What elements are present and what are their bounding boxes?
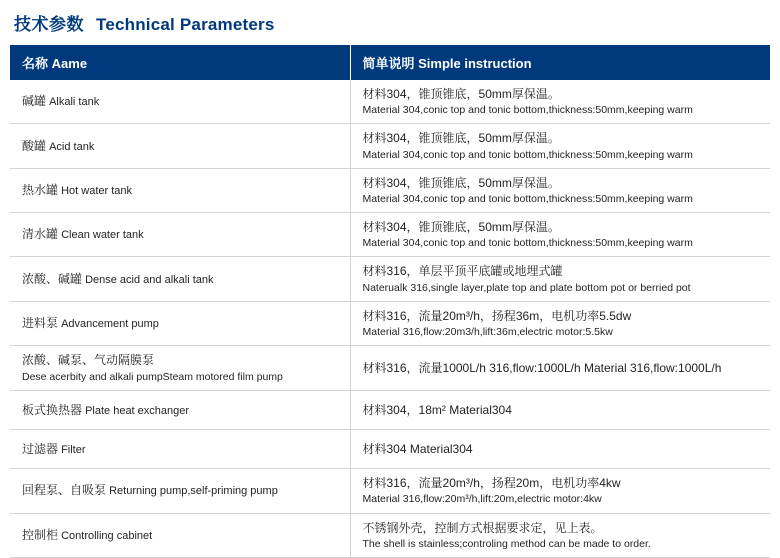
row-desc-cell <box>350 513 770 557</box>
column-header-name-cn: 名称 <box>22 56 49 71</box>
row-desc-cn: 材料304，锥顶锥底，50mm厚保温。 <box>362 220 560 235</box>
row-desc-en: Material 304,conic top and tonic bottom,thickness:50mm,keeping warm <box>362 148 693 161</box>
technical-parameters-table <box>10 45 770 558</box>
table-row <box>10 469 770 513</box>
table-row <box>10 168 770 212</box>
row-desc-cn: 材料316，流量20m³/h，扬程36m，电机功率5.5dw <box>362 308 632 323</box>
row-name-cn: 碱罐 <box>22 94 47 109</box>
row-desc-cell <box>350 213 770 257</box>
table-header <box>10 45 770 80</box>
row-name-en: Alkali tank <box>49 96 100 109</box>
row-name-cn: 清水罐 <box>22 227 59 242</box>
row-name-cell <box>10 124 350 168</box>
table-row <box>10 346 770 391</box>
row-name-cell <box>10 391 350 430</box>
row-desc-cell <box>350 80 770 124</box>
row-desc-cn: 材料304，锥顶锥底，50mm厚保温。 <box>362 131 560 146</box>
column-header-instruction-en: Simple instruction <box>418 56 532 71</box>
table-row <box>10 301 770 345</box>
row-desc-en: Material 304,conic top and tonic bottom,thickness:50mm,keeping warm <box>362 104 693 117</box>
row-name-en: Returning pump,self-priming pump <box>109 485 278 498</box>
column-header-name-en: Aame <box>51 56 88 71</box>
row-name-cn: 回程泵、自吸泵 <box>22 483 107 498</box>
row-desc-en: Material 316,flow:20m3/h,lift:36m,electric motor:5.5kw <box>362 325 613 338</box>
table-row <box>10 124 770 168</box>
row-name-en: Dense acid and alkali tank <box>85 273 214 286</box>
page-title-en: Technical Parameters <box>96 15 275 34</box>
column-header-instruction <box>350 45 770 80</box>
table-row <box>10 213 770 257</box>
row-name-en: Advancement pump <box>61 318 159 331</box>
row-name-en: Dese acerbity and alkali pumpSteam motored film pump <box>22 371 283 383</box>
column-header-name <box>10 45 350 80</box>
row-name-cell <box>10 346 350 391</box>
row-desc-en: The shell is stainless;controling method can be made to order. <box>362 537 651 550</box>
row-desc-cn: 材料316，流量20m³/h，扬程20m，电机功率4kw <box>362 476 621 491</box>
row-name-cn: 浓酸、碱罐 <box>22 271 83 286</box>
row-name-cn: 热水罐 <box>22 182 59 197</box>
row-name-cn: 控制柜 <box>22 527 59 542</box>
table-row <box>10 257 770 301</box>
row-name-en: Plate heat exchanger <box>85 404 190 417</box>
page-title <box>10 0 770 45</box>
row-desc-cn: 材料316，流量1000L/h 316,flow:1000L/h Material 316,flow:1000L/h <box>362 360 722 375</box>
row-desc-cell <box>350 301 770 345</box>
row-name-cn: 浓酸、碱泵、气动隔膜泵 <box>22 353 155 368</box>
row-name-en: Hot water tank <box>61 184 132 197</box>
row-name-en: Clean water tank <box>61 229 144 242</box>
table-row <box>10 391 770 430</box>
row-desc-cn: 材料304 Material304 <box>362 441 473 456</box>
row-name-cell <box>10 301 350 345</box>
row-name-cn: 板式换热器 <box>22 402 83 417</box>
row-desc-cell <box>350 391 770 430</box>
column-header-instruction-cn: 简单说明 <box>362 56 415 71</box>
row-name-cn: 过滤器 <box>22 441 59 456</box>
row-desc-cell <box>350 257 770 301</box>
row-name-cell <box>10 513 350 557</box>
row-name-cell <box>10 430 350 469</box>
page-title-cn: 技术参数 <box>14 15 84 34</box>
row-desc-cn: 材料304，18m² Material304 <box>362 402 512 417</box>
row-name-cell <box>10 213 350 257</box>
row-desc-en: Material 304,conic top and tonic bottom,thickness:50mm,keeping warm <box>362 192 693 205</box>
row-desc-cn: 材料304，锥顶锥底，50mm厚保温。 <box>362 87 560 101</box>
row-name-cell <box>10 168 350 212</box>
table-body <box>10 80 770 557</box>
row-name-en: Acid tank <box>49 140 95 153</box>
row-name-cell <box>10 80 350 124</box>
row-desc-en: Material 304,conic top and tonic bottom,thickness:50mm,keeping warm <box>362 237 693 250</box>
row-desc-cn: 不锈钢外壳，控制方式根据要求定，见上表。 <box>362 520 603 535</box>
row-name-cn: 酸罐 <box>22 138 47 153</box>
row-name-cell <box>10 257 350 301</box>
row-name-en: Controlling cabinet <box>61 529 153 542</box>
row-desc-cn: 材料316，单层平顶平底罐或地埋式罐 <box>362 264 563 279</box>
row-desc-cell <box>350 124 770 168</box>
table-header-row <box>10 45 770 80</box>
row-desc-en: Naterualk 316,single layer,plate top and plate bottom pot or berried pot <box>362 281 691 294</box>
row-desc-cell <box>350 346 770 391</box>
row-desc-cell <box>350 168 770 212</box>
table-row <box>10 80 770 124</box>
row-desc-cell <box>350 469 770 513</box>
row-name-cn: 进料泵 <box>22 316 59 331</box>
table-row <box>10 430 770 469</box>
row-name-cell <box>10 469 350 513</box>
table-row <box>10 513 770 557</box>
row-name-en: Filter <box>61 443 86 456</box>
row-desc-cell <box>350 430 770 469</box>
row-desc-cn: 材料304，锥顶锥底，50mm厚保温。 <box>362 175 560 190</box>
row-desc-en: Material 316,flow:20m³/h,lift:20m,electric motor:4kw <box>362 493 602 506</box>
